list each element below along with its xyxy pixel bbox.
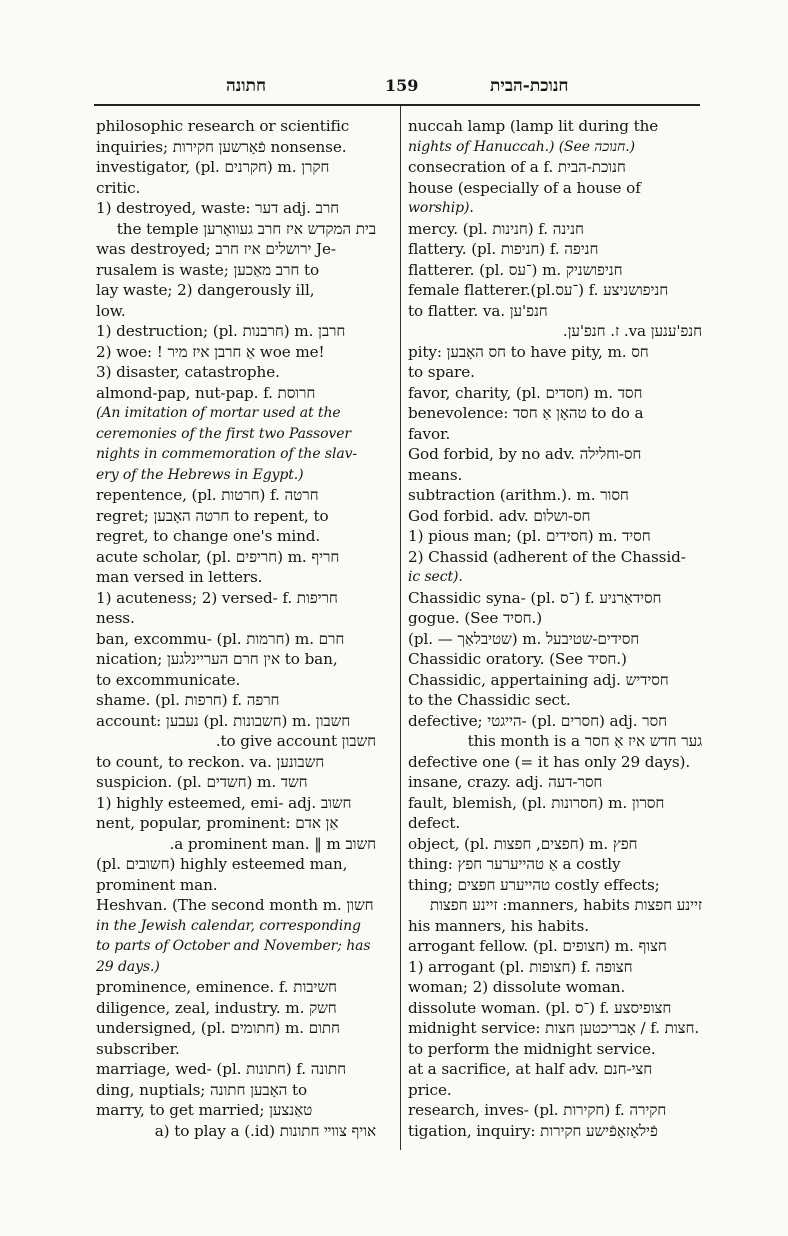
entry-line: thing: אַ טהייערער חפץ a costly xyxy=(408,855,621,873)
entry-line: defect. xyxy=(408,814,461,832)
entry-line: diligence, zeal, industry. m. חשק xyxy=(96,998,337,1017)
entry-line: 1) arrogant (pl. חצופות) f. חצופה xyxy=(408,957,633,976)
entry-line: to excommunicate. xyxy=(96,670,241,689)
entry-line: זיינע חפצות manners, habits: זיינע חפצות xyxy=(429,896,702,914)
entry-line: בית המקדש איז חרב געוואָרען the temple xyxy=(116,219,376,238)
entry-line: ban, excommu- (pl. חרמות) m. חרם xyxy=(96,629,345,648)
entry-line: nights of Hanuccah.) (See חנוכה.) xyxy=(408,138,635,155)
entry-line: subtraction (arithm.). m. חסור xyxy=(408,486,629,504)
entry-line: to count, to reckon. va. חשבונען xyxy=(96,752,325,771)
entry-line: subscriber. xyxy=(96,1039,180,1058)
entry-line: insane, crazy. adj. חסר-דעה xyxy=(408,773,603,791)
right-catchword: חנוכת-הבית xyxy=(490,76,569,96)
entry-line: critic. xyxy=(96,178,141,197)
entry-line: favor, charity, (pl. חסדים) m. חסד xyxy=(408,383,643,402)
entry-line: woman; 2) dissolute woman. xyxy=(408,978,626,996)
entry-line: marriage, wed- (pl. חתונות) f. חתונה xyxy=(96,1060,347,1078)
entry-line: 1) highly esteemed, emi- adj. חשוב xyxy=(96,793,352,812)
entry-line: marry, to get married; טאַנצען xyxy=(96,1101,313,1119)
entry-line: defective; הייגטי- (pl. חסרים) adj. חסר xyxy=(408,711,667,730)
entry-line: 1) pious man; (pl. חסידים) m. חסיד xyxy=(408,527,651,545)
entry-line: nent, popular, prominent: אַן אדם xyxy=(96,814,339,832)
entry-line: prominent man. xyxy=(96,875,218,894)
entry-line: rusalem is waste; חרב מאַכען to xyxy=(96,260,320,279)
entry-line: חשוב a prominent man. ‖ m. xyxy=(169,834,376,853)
entry-line: worship). xyxy=(408,200,474,216)
entry-line: Heshvan. (The second month m. חשון xyxy=(96,896,374,914)
entry-line: benevolence: טהאָן אַ חסד to do a xyxy=(408,404,644,422)
entry-line: חנפ'ענען va. ז. חנפ'ען. xyxy=(562,322,702,340)
entry-line: Chassidic, appertaining adj. חסידיש xyxy=(408,670,669,689)
entry-line: object, (pl. חפצים, חפצות) m. חפץ xyxy=(408,834,638,853)
entry-line: nights in commemoration of the slav- xyxy=(96,446,358,462)
entry-line: low. xyxy=(96,301,126,320)
entry-line: ceremonies of the first two Passover xyxy=(96,425,351,442)
entry-line: 1) destroyed, waste: דער adj. חרב xyxy=(96,199,340,217)
column-divider xyxy=(400,106,401,1150)
entry-line: repentence, (pl. חרטות) f. חרטה xyxy=(96,486,319,504)
entry-line: regret, to change one's mind. xyxy=(96,527,321,545)
entry-line: account: נעבען (pl. חשבונות) m. חשבון xyxy=(96,711,351,730)
entry-line: 3) disaster, catastrophe. xyxy=(96,363,280,381)
entry-line: to perform the midnight service. xyxy=(408,1039,656,1058)
entry-line: undersigned, (pl. חתומים) m. חתום xyxy=(96,1019,340,1037)
entry-line: dissolute woman. (pl. ־ס) f. חצופיסצע xyxy=(408,998,672,1017)
entry-line: nication; אין חרם העריינלגען to ban, xyxy=(96,650,338,668)
header-rule xyxy=(94,104,700,106)
entry-line: (An imitation of mortar used at the xyxy=(96,405,341,421)
entry-line: favor. xyxy=(408,424,451,443)
entry-line: gogue. (See חסיד.) xyxy=(408,609,543,627)
entry-line: Chassidic oratory. (See חסיד.) xyxy=(408,650,627,668)
entry-line: midnight service: אָבריכטען חצות / f. חצות. xyxy=(408,1019,700,1037)
entry-line: flatterer. (pl. ־עס) m. חניפושניק xyxy=(408,260,623,279)
entry-line: consecration of a f. חנוכת-הבית xyxy=(408,158,626,176)
entry-line: גער חדש איז אַ חסר this month is a xyxy=(467,732,702,750)
page-number: 159 xyxy=(385,76,419,95)
right-column xyxy=(408,116,702,1141)
entry-line: ery of the Hebrews in Egypt.) xyxy=(96,466,304,483)
entry-line: to flatter. va. חנפ'ען xyxy=(408,301,548,320)
entry-line: philosophic research or scientific xyxy=(96,117,350,135)
entry-line: God forbid. adv. חס-ושלום xyxy=(408,506,591,525)
entry-line: was destroyed; ירושלים איז חרב Je- xyxy=(96,240,336,258)
entry-line: אויף צווײ חתונות (id.) a) to play a xyxy=(154,1121,376,1140)
entry-line: 2) woe: ! אַ חרבן איז מיר woe me! xyxy=(96,342,325,361)
entry-line: suspicion. (pl. חשדים) m. חשד xyxy=(96,773,308,791)
entry-line: price. xyxy=(408,1080,452,1099)
entry-line: thing; טהייערע חפצים costly effects; xyxy=(408,875,660,894)
entry-line: research, inves- (pl. חקירות) f. חקירה xyxy=(408,1101,667,1119)
left-catchword: חתונה xyxy=(226,76,267,96)
entry-line: almond-pap, nut-pap. f. חרוסת xyxy=(96,383,316,402)
entry-line: to the Chassidic sect. xyxy=(408,691,571,709)
entry-line: 1) acuteness; 2) versed- f. חריפות xyxy=(96,588,338,607)
entry-line: regret; חרטה האָבען to repent, to xyxy=(96,506,329,525)
entry-line: tigation, inquiry: פֿילאָזאָפֿישע חקירות xyxy=(408,1121,658,1140)
entry-line: חשבון to give account. xyxy=(215,732,376,750)
entry-line: means. xyxy=(408,465,463,484)
entry-line: lay waste; 2) dangerously ill, xyxy=(96,281,315,299)
entry-line: 1) destruction; (pl. חרבנות) m. חרבן xyxy=(96,322,346,340)
entry-line: in the Jewish calendar, corresponding xyxy=(96,917,361,934)
entry-line: ic sect). xyxy=(408,569,463,585)
entry-line: arrogant fellow. (pl. חצופים) m. חצוף xyxy=(408,937,667,955)
entry-line: inquiries; פֿאָרשען חקירות nonsense. xyxy=(96,137,347,156)
entry-line: 2) Chassid (adherent of the Chassid- xyxy=(408,547,686,566)
entry-line: shame. (pl. חרפות) f. חרפה xyxy=(96,691,280,709)
entry-line: nuccah lamp (lamp lit during the xyxy=(408,117,659,135)
entry-line: ness. xyxy=(96,609,135,627)
entry-line: house (especially of a house of xyxy=(408,178,641,197)
running-header xyxy=(0,76,788,104)
left-column xyxy=(96,116,376,1141)
entry-line: prominence, eminence. f. חשיבות xyxy=(96,978,337,996)
entry-line: man versed in letters. xyxy=(96,568,263,586)
entry-line: acute scholar, (pl. חריפים) m. חריף xyxy=(96,547,340,566)
entry-line: (pl. — שטיבלאַך) m. חסידים-שטיבעל xyxy=(408,629,640,648)
entry-line: flattery. (pl. חניפות) f. חניפה xyxy=(408,240,599,258)
entry-line: investigator, (pl. חקרנים) m. חקרן xyxy=(96,158,330,176)
entry-line: 29 days.) xyxy=(96,958,160,975)
entry-line: to spare. xyxy=(408,363,475,381)
entry-line: defective one (= it has only 29 days). xyxy=(408,752,691,771)
entry-line: ding, nuptials; האָבען חתונה to xyxy=(96,1080,308,1099)
entry-line: his manners, his habits. xyxy=(408,916,589,935)
entry-line: at a sacrifice, at half adv. חצי-חנם xyxy=(408,1060,653,1078)
entry-line: female flatterer.(pl.־עס) f. חניפושניצע xyxy=(408,281,669,299)
entry-line: Chassidic syna- (pl. ־ס) f. חסידאַרניע xyxy=(408,588,662,607)
entry-line: pity: חס האָבען to have pity, m. חס xyxy=(408,342,649,361)
entry-line: mercy. (pl. חנינות) f. חנינה xyxy=(408,219,584,238)
entry-line: fault, blemish, (pl. חסרונות) m. חסרון xyxy=(408,793,665,812)
entry-line: to parts of October and November; has xyxy=(96,938,371,954)
entry-line: (pl. חשובים) highly esteemed man, xyxy=(96,855,348,873)
entry-line: God forbid, by no adv. חס-וחלילה xyxy=(408,445,642,463)
